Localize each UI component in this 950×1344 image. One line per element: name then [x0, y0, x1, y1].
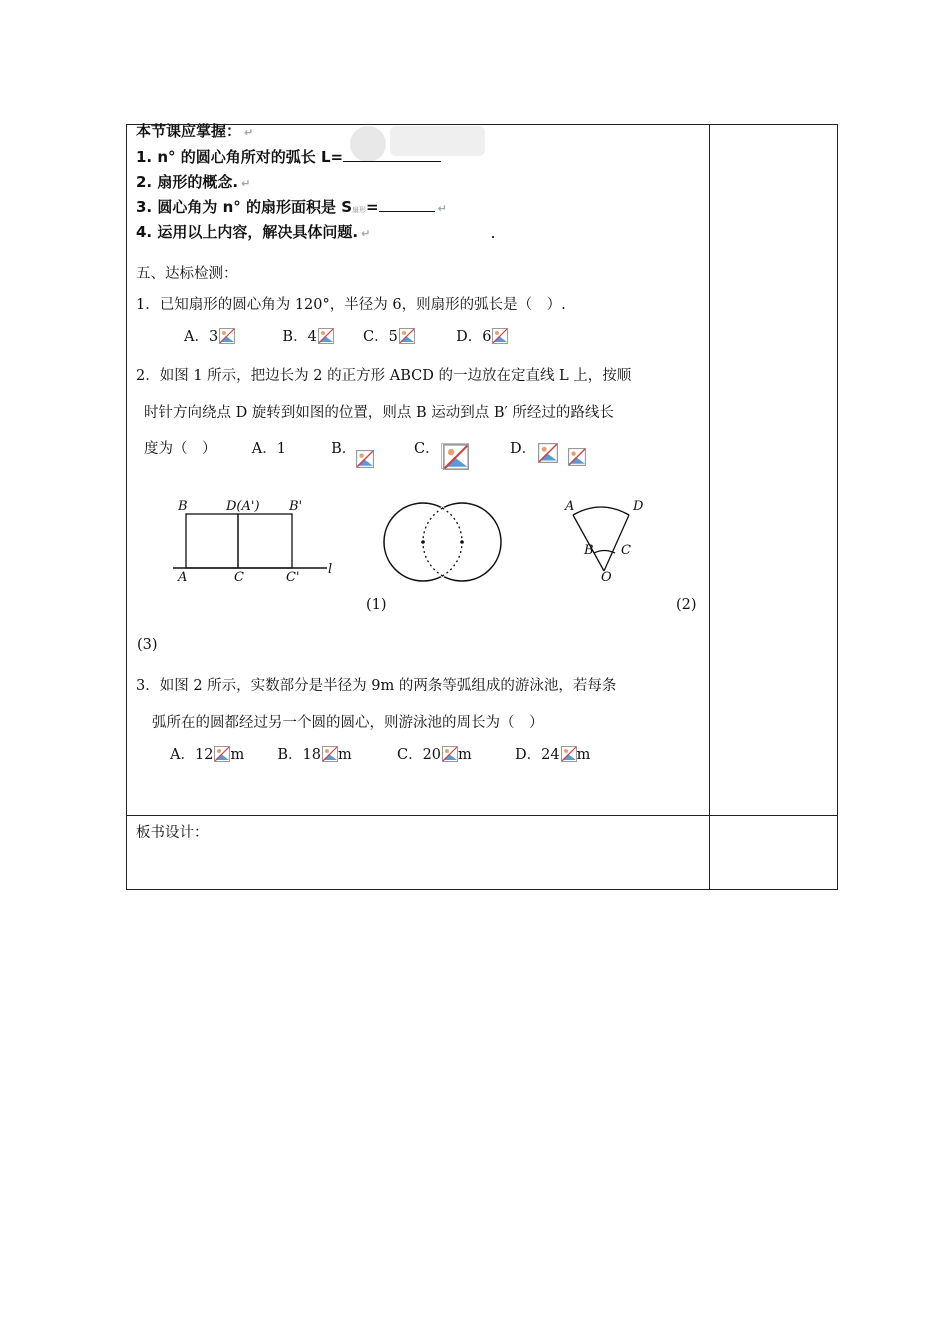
broken-image-icon: [322, 746, 338, 762]
figure-caption-2: (2): [676, 597, 697, 613]
question-2-line-3: 度为（ ） A．1 B．: [144, 441, 357, 457]
table-border-inner: [709, 124, 710, 890]
dot-mark: [492, 236, 494, 238]
broken-image-icon: [538, 443, 558, 463]
question-1-options: A．3 B．4 C．5 D．6: [184, 325, 508, 346]
fig1-label-Cprime: C': [286, 570, 300, 585]
table-border-mid: [127, 815, 837, 816]
table-border-bottom: [127, 889, 837, 890]
question-3-options: A．12 m B．18 m C．20 m D．24 m: [170, 747, 591, 763]
table-border-right: [837, 124, 838, 890]
question-3-line-2: 弧所在的圆都经过另一个圆的圆心，则游泳池的周长为（ ）: [152, 715, 544, 731]
question-3-line-1: 3．如图 2 所示，实数部分是半径为 9m 的两条等弧组成的游泳池，若每条: [136, 678, 617, 694]
fig1-label-B: B: [178, 499, 188, 514]
section-title: 五、达标检测：: [136, 266, 238, 282]
broken-image-icon: [399, 328, 415, 344]
summary-item-3: 3. 圆心角为 n° 的扇形面积是 S扇形= ↵: [136, 198, 447, 216]
summary-item-1: 1. n° 的圆心角所对的弧长 L=: [136, 146, 441, 167]
question-2-option-c: C．: [414, 441, 440, 457]
question-2-line-2: 时针方向绕点 D 旋转到如图的位置，则点 B 运动到点 B′ 所经过的路线长: [144, 405, 614, 421]
fig1-label-A: A: [178, 570, 188, 585]
question-1: 1．已知扇形的圆心角为 120°，半径为 6，则扇形的弧长是（ ）.: [136, 297, 566, 313]
fig3-label-O: O: [601, 570, 612, 585]
broken-image-icon: [318, 328, 334, 344]
broken-image-icon: [568, 448, 586, 466]
fig3-label-A: A: [565, 499, 575, 514]
question-2-option-d: D．: [510, 441, 537, 457]
summary-item-2: 2. 扇形的概念. ↵: [136, 173, 251, 191]
summary-heading: 本节课应掌握： ↵: [136, 122, 254, 140]
broken-image-icon: [442, 746, 458, 762]
answer-blank[interactable]: [343, 147, 441, 162]
table-border-left: [126, 124, 127, 890]
fig1-label-C: C: [234, 570, 244, 585]
broken-image-icon: [356, 450, 374, 468]
answer-blank[interactable]: [379, 197, 435, 212]
broken-image-icon: [561, 746, 577, 762]
summary-item-4: 4. 运用以上内容，解决具体问题. ↵: [136, 223, 371, 241]
figure-swimming-pool: [378, 495, 508, 590]
fig1-label-Bprime: B': [289, 499, 303, 514]
broken-image-icon: [492, 328, 508, 344]
fig3-label-B: B: [584, 543, 594, 558]
figure-caption-3: (3): [137, 637, 158, 653]
fig1-label-DA: D(A'): [226, 499, 260, 514]
fig1-label-l: l: [328, 562, 333, 577]
broken-image-icon: [219, 328, 235, 344]
fig3-label-D: D: [633, 499, 644, 514]
question-2-line-1: 2．如图 1 所示，把边长为 2 的正方形 ABCD 的一边放在定直线 L 上，按顺: [136, 368, 632, 384]
broken-image-icon: [214, 746, 230, 762]
figure-caption-1: (1): [366, 597, 387, 613]
broken-image-icon: [441, 443, 469, 469]
fig3-label-C: C: [621, 543, 631, 558]
board-design-label: 板书设计：: [136, 825, 209, 841]
